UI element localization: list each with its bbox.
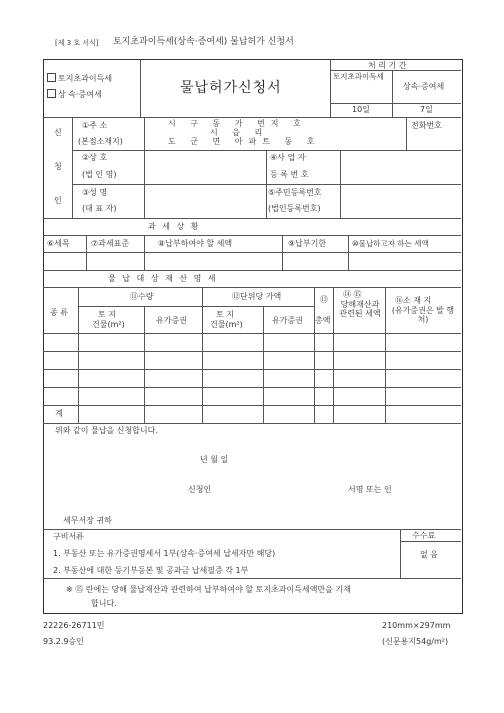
note-line-1: ※ ⑮ 란에는 당해 물납재산과 관련하여 납부하여야 할 토지초과이득세액만을 기재 bbox=[66, 585, 351, 594]
related-tax-label: 당해재산과 관련된 세액 bbox=[339, 300, 381, 318]
property-rows[interactable] bbox=[44, 334, 460, 404]
business-number-field[interactable] bbox=[342, 152, 459, 182]
kind-label: 종 류 bbox=[50, 308, 68, 317]
id-number-label: ⑤주민등록번호 bbox=[268, 188, 322, 197]
name-sub-label: (대 표 자) bbox=[82, 204, 117, 213]
applicant-side-1: 신 bbox=[54, 128, 62, 137]
applicant-side-3: 인 bbox=[54, 196, 62, 205]
qty-land-label: 토 지 bbox=[98, 310, 116, 319]
type-option-1[interactable] bbox=[47, 73, 112, 84]
qty-building-label: 건물(m²) bbox=[92, 320, 125, 329]
footer-size: 210mm×297mm bbox=[382, 621, 451, 630]
tax-section-heading: 과 세 상 황 bbox=[148, 222, 201, 231]
price-securities-label: 유가증권 bbox=[272, 316, 303, 325]
processing-col-2: 상속·증여세 bbox=[403, 82, 445, 91]
attachment-item-2: 2. 부동산에 대한 등기부등본 및 공과금 납세필증 각 1부 bbox=[53, 566, 249, 575]
address-fields-row-1[interactable]: 시 구 동 가 번지 호 bbox=[168, 119, 307, 128]
fee-value: 없 음 bbox=[420, 550, 438, 559]
qty-securities-label: 유가증권 bbox=[156, 316, 187, 325]
id-number-field[interactable] bbox=[342, 186, 459, 216]
declaration-date[interactable]: 년 월 일 bbox=[200, 455, 229, 464]
total-row-label: 계 bbox=[55, 409, 63, 418]
address-label: ①주 소 bbox=[82, 121, 108, 130]
processing-val-1: 10일 bbox=[352, 105, 370, 114]
addressee: 세무서장 귀하 bbox=[63, 516, 112, 525]
name-field[interactable] bbox=[146, 186, 264, 216]
form-number: [제 3 호 서식] bbox=[55, 39, 99, 47]
company-label: ②상 호 bbox=[82, 153, 108, 162]
total-amount-label: 총액 bbox=[315, 316, 331, 325]
applicant-side-2: 청 bbox=[54, 162, 62, 171]
header-title: 토지초과이득세(상속·증여세) 물납허가 신청서 bbox=[113, 37, 294, 47]
tax-col-in-kind-amount: ⑩물납하고자 하는 세액 bbox=[352, 239, 429, 248]
processing-period-label: 처 리 기 간 bbox=[368, 61, 407, 70]
total-amount-marker: ⑬ bbox=[320, 295, 328, 304]
declaration-text: 위와 같이 물납을 신청합니다. bbox=[55, 426, 158, 435]
name-label: ③성 명 bbox=[82, 188, 108, 197]
tax-col-item: ⑥세목 bbox=[47, 239, 70, 248]
location-label: ⑯소 재 지 bbox=[395, 296, 432, 305]
footer-paper: (신문용지54g/m²) bbox=[382, 637, 449, 646]
attachment-item-1: 1. 부동산 또는 유가증권명세서 1부(상속·증여세 납세자만 해당) bbox=[53, 549, 276, 558]
applicant-name-label: 신청인 bbox=[188, 485, 212, 494]
price-building-label: 건물(m²) bbox=[210, 320, 243, 329]
checkbox-icon bbox=[47, 89, 56, 98]
note-line-2: 합니다. bbox=[91, 599, 117, 608]
company-name-field[interactable] bbox=[146, 152, 264, 182]
checkbox-icon bbox=[47, 73, 56, 82]
business-number-label: ④사 업 자 bbox=[270, 153, 306, 162]
form-title: 물납허가신청서 bbox=[180, 80, 282, 96]
processing-val-2: 7일 bbox=[420, 105, 433, 114]
business-number-sub-label: 등 록 번 호 bbox=[270, 170, 309, 179]
footer-approval: 93.2.9승인 bbox=[43, 637, 84, 646]
address-fields-row-2[interactable]: 시 읍 리 bbox=[210, 128, 269, 137]
address-sub-label: (본점소재지) bbox=[78, 137, 123, 146]
quantity-label: ⑪수량 bbox=[130, 292, 154, 301]
attachments-title: 구비서류 bbox=[53, 532, 84, 541]
signature-label[interactable]: 서명 또는 인 bbox=[348, 485, 392, 494]
type-option-2-label: 상 속·증여세 bbox=[58, 90, 102, 99]
fee-label: 수수료 bbox=[412, 531, 436, 540]
price-land-label: 토 지 bbox=[216, 310, 234, 319]
processing-col-1: 토지초과이득세 bbox=[333, 72, 384, 81]
tax-col-amount-due: ⑧납부하여야 할 세액 bbox=[158, 239, 233, 248]
phone-label: 전화번호 bbox=[411, 121, 442, 130]
type-option-1-label: 토지초과이득세 bbox=[58, 74, 113, 83]
property-section-heading: 물 납 대 상 재 산 명 세 bbox=[108, 274, 218, 283]
address-fields-row-3[interactable]: 도 군 면 아파트 동 호 bbox=[168, 137, 321, 146]
tax-col-deadline: ⑨납부기한 bbox=[288, 239, 327, 248]
id-number-sub-label: (법인등록번호) bbox=[268, 204, 321, 213]
related-tax-marker: ⑭ ⑮ bbox=[343, 290, 362, 299]
footer-code: 22226-26711민 bbox=[43, 621, 105, 630]
tax-col-base: ⑦과세표준 bbox=[91, 239, 130, 248]
type-option-2[interactable] bbox=[47, 89, 102, 100]
unit-price-label: ⑫단위당 가액 bbox=[232, 292, 282, 301]
location-sub-label: (유가증권은 발 행 처) bbox=[391, 306, 455, 324]
company-sub-label: (법 인 명) bbox=[82, 170, 117, 179]
